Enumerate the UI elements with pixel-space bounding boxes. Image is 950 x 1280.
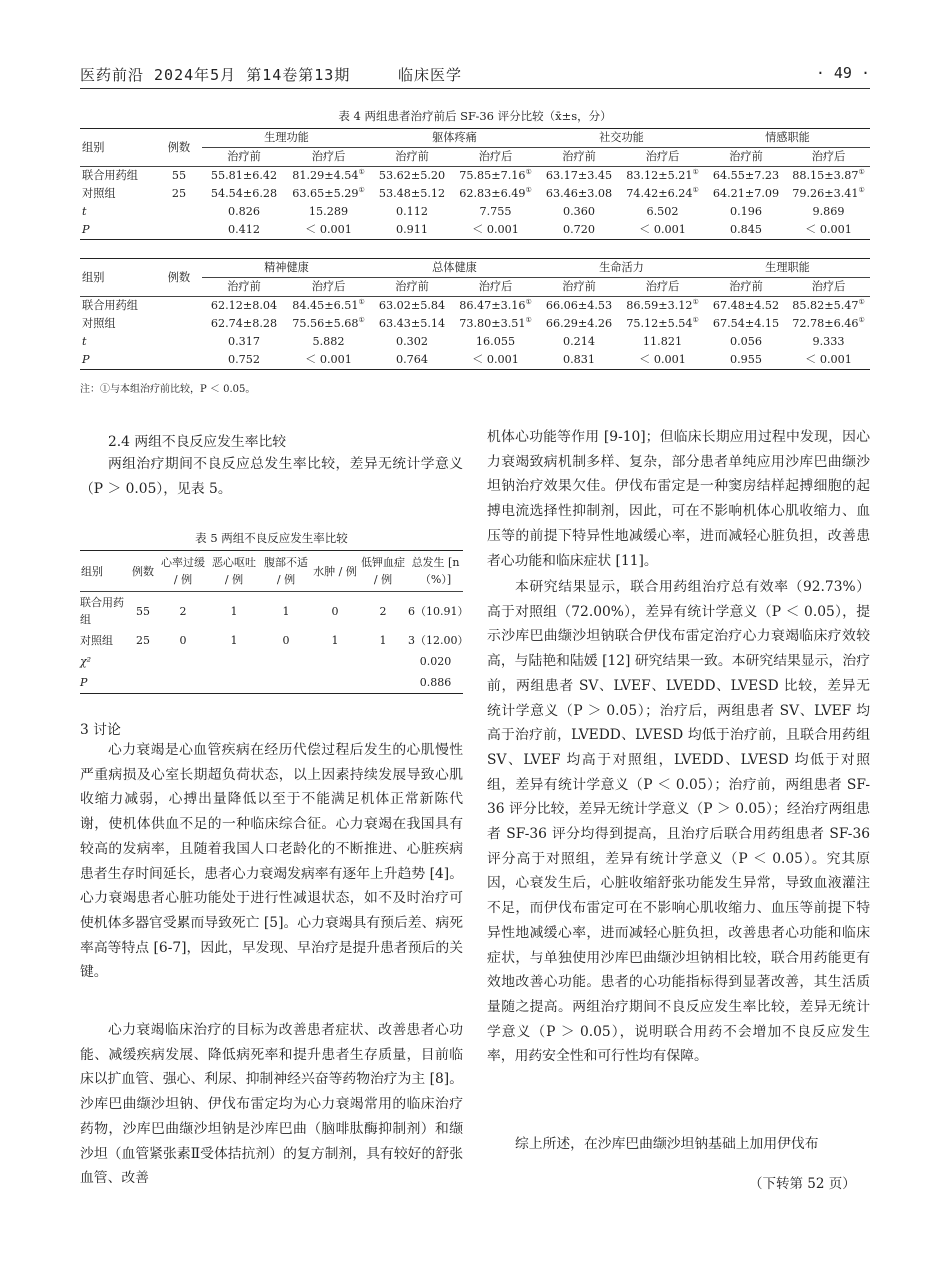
cell-value: 15.289: [308, 205, 349, 218]
row-group: t: [82, 335, 87, 348]
cell-value: 54.54±6.28: [210, 187, 278, 200]
cell-value: 85.82±5.47: [792, 299, 859, 312]
cell-value: 84.45±6.51: [292, 299, 359, 312]
table-cell: [453, 203, 538, 221]
cell-value: 0.845: [729, 223, 763, 236]
table-row: [80, 221, 870, 240]
table-cell: [453, 297, 538, 316]
table-cell: [202, 297, 286, 316]
table-row: [80, 672, 463, 694]
cell-value: 0.764: [395, 353, 429, 366]
cell-value: 63.43±5.14: [378, 317, 446, 330]
discussion-paragraph-2: 心力衰竭临床治疗的目标为改善患者症状、改善患者心功能、减缓疾病发展、降低病死率和提升患者生存质量，目前临床以扩血管、强心、利尿、抑制神经兴奋等药物治疗为主 [8]。沙库巴曲缬沙坦钠、伊伐布雷定均为心力衰竭常用的临床治疗药物，沙库巴曲缬沙坦钠是沙库巴曲（脑啡肽酶抑制剂）和缬沙坦（血管紧张素Ⅱ受体拮抗剂）的复方制剂，具有较好的舒张血管、改善: [80, 1022, 463, 1187]
table-cell: 0: [179, 634, 187, 647]
column-header: 低钾血症 / 例: [358, 551, 408, 592]
table-cell: [202, 315, 286, 333]
before-header: 治疗前: [371, 148, 453, 167]
cell-value: 55.81±6.42: [210, 169, 278, 182]
table5: [80, 550, 469, 694]
page-number: · 49 ·: [815, 64, 870, 82]
cell-value: 63.65±5.29: [292, 187, 359, 200]
table-cell: [538, 351, 620, 370]
table5-header-row: [80, 551, 463, 592]
row-cases: [156, 203, 202, 221]
cell-value: 86.59±3.12: [626, 299, 693, 312]
cell-value: 0.302: [395, 335, 429, 348]
table-cell: [705, 351, 787, 370]
significance-marker: ①: [858, 316, 865, 324]
table-cell: [371, 203, 453, 221]
cell-value: 53.48±5.12: [378, 187, 446, 200]
before-header: 治疗前: [202, 278, 286, 297]
cell-value: 0.826: [227, 205, 261, 218]
table-cell: [453, 351, 538, 370]
table-cell: 1: [230, 604, 238, 618]
cell-value: 53.62±5.20: [378, 169, 446, 182]
table-cell: [787, 351, 870, 370]
cell-value: 0.911: [395, 223, 429, 236]
discussion-paragraph-2-continued: 机体心功能等作用 [9-10]；但临床长期应用过程中发现，因心力衰竭致病机制多样、复杂，部分患者单纯应用沙库巴曲缬沙坦钠治疗效果欠佳。伊伐布雷定是一种窦房结样起搏细胞的起搏电流选择性抑制剂，因此，可在不影响机体心肌收缩力、血压等的前提下特异性地减缓心率，进而减轻心脏负担，改善患者心功能和临床症状 [11]。: [487, 429, 870, 569]
section-2-4-text: 两组治疗期间不良反应总发生率比较，差异无统计学意义（P ＞ 0.05），见表 5。: [80, 456, 463, 497]
table-cell: [286, 297, 371, 316]
table-cell: [371, 333, 453, 351]
before-header: 治疗前: [538, 278, 620, 297]
row-group: 联合用药组: [82, 169, 138, 182]
row-group: t: [82, 205, 87, 218]
significance-marker: ①: [525, 298, 532, 306]
domain-header: 情感职能: [705, 129, 870, 148]
domain-header: 生理职能: [705, 259, 870, 278]
cell-value: 16.055: [475, 335, 516, 348]
section-name: 临床医学: [398, 66, 463, 84]
table-cell: [128, 651, 158, 672]
column-header: 水肿 / 例: [312, 551, 358, 592]
after-header: 治疗后: [787, 278, 870, 297]
domain-header: 总体健康: [371, 259, 538, 278]
cell-value: 0.955: [729, 353, 763, 366]
table-cell: [453, 185, 538, 203]
table-row: [80, 630, 463, 651]
cell-value: ＜ 0.001: [305, 223, 352, 236]
table-cell: [371, 185, 453, 203]
table-cell: P: [80, 672, 128, 694]
cell-value: 0.317: [227, 335, 261, 348]
table-cell: [620, 221, 705, 240]
table-cell: [371, 221, 453, 240]
table-cell: [260, 672, 312, 694]
column-header: 腹部不适 / 例: [260, 551, 312, 592]
table-cell: 55: [136, 604, 150, 618]
table-cell: [453, 333, 538, 351]
table-cell: [705, 167, 787, 186]
cell-value: ＜ 0.001: [805, 353, 852, 366]
table-cell: [705, 315, 787, 333]
row-cases: [156, 333, 202, 351]
table-row: [80, 185, 870, 203]
cell-value: 75.85±7.16: [459, 169, 526, 182]
significance-marker: ①: [358, 186, 365, 194]
table-cell: χ²: [80, 655, 92, 668]
table-row: [80, 651, 463, 672]
cell-value: 64.21±7.09: [712, 187, 780, 200]
significance-marker: ①: [692, 298, 699, 306]
table-row: [80, 351, 870, 370]
cell-value: 0.360: [562, 205, 596, 218]
cell-value: 74.42±6.24: [626, 187, 693, 200]
table-cell: [538, 297, 620, 316]
table-row: [80, 315, 870, 333]
table-cell: [371, 297, 453, 316]
table-cell: [371, 315, 453, 333]
cell-value: 9.869: [812, 205, 845, 218]
table-cell: 0: [282, 634, 290, 647]
table-cell: [705, 297, 787, 316]
cell-value: 0.056: [729, 335, 763, 348]
cell-value: 63.02±5.84: [378, 299, 446, 312]
table-cell: [312, 651, 358, 672]
table-cell: [620, 333, 705, 351]
table-cell: [286, 333, 371, 351]
cell-value: 81.29±4.54: [292, 169, 359, 182]
table-cell: [202, 333, 286, 351]
col-cases-header: 例数: [156, 259, 202, 297]
table-cell: 1: [282, 604, 290, 618]
section-2-4-title: 2.4 两组不良反应发生率比较: [108, 434, 287, 450]
cell-value: 0.720: [562, 223, 596, 236]
significance-marker: ①: [358, 316, 365, 324]
table-cell: [286, 315, 371, 333]
table-cell: [260, 651, 312, 672]
table-cell: [705, 203, 787, 221]
cell-value: ＜ 0.001: [639, 353, 686, 366]
table4-part2: [80, 258, 870, 370]
table4-part1: [80, 128, 870, 240]
cell-value: 0.196: [729, 205, 763, 218]
before-header: 治疗前: [705, 278, 787, 297]
table-cell: [787, 221, 870, 240]
table-cell: [208, 672, 260, 694]
table-cell: 2: [379, 604, 387, 618]
domain-header: 躯体疼痛: [371, 129, 538, 148]
cell-value: 0.412: [227, 223, 261, 236]
cell-value: 9.333: [812, 335, 845, 348]
table-cell: 25: [136, 634, 150, 647]
table-cell: 1: [379, 634, 387, 647]
row-cases: 25: [171, 187, 187, 200]
table-cell: [286, 203, 371, 221]
continued-note: （下转第 52 页）: [749, 1176, 856, 1192]
table-cell: [202, 351, 286, 370]
table-cell: [705, 221, 787, 240]
table-cell: 1: [331, 634, 339, 647]
before-header: 治疗前: [371, 278, 453, 297]
cell-value: 75.56±5.68: [292, 317, 359, 330]
significance-marker: ①: [525, 316, 532, 324]
cell-value: 6.502: [646, 205, 679, 218]
table-cell: [787, 297, 870, 316]
cell-value: ＜ 0.001: [305, 353, 352, 366]
after-header: 治疗后: [286, 148, 371, 167]
cell-value: ＜ 0.001: [639, 223, 686, 236]
table-cell: [538, 167, 620, 186]
domain-header: 精神健康: [202, 259, 371, 278]
significance-marker: ①: [358, 168, 365, 176]
cell-value: 7.755: [479, 205, 512, 218]
table-cell: [620, 297, 705, 316]
table-cell: [453, 167, 538, 186]
table-cell: [202, 167, 286, 186]
after-header: 治疗后: [620, 278, 705, 297]
cell-value: 63.46±3.08: [545, 187, 613, 200]
table-cell: [358, 651, 408, 672]
discussion-paragraph-3: 本研究结果显示，联合用药组治疗总有效率（92.73%）高于对照组（72.00%），差异有统计学意义（P ＜ 0.05），提示沙库巴曲缬沙坦钠联合伊伐布雷定治疗心力衰竭临床疗效较高，与陆艳和陆媛 [12] 研究结果一致。本研究结果显示，治疗前，两组患者 SV、LVEF、LVEDD、LVESD 比较，差异无统计学意义（P ＞ 0.05）；治疗后，两组患者 SV、LVEF 均高于治疗前，LVEDD、LVESD 均低于治疗前，且联合用药组 SV、LVEF 均高于对照组，LVEDD、LVESD 均低于对照组，差异有统计学意义（P ＜ 0.05）；治疗前，两组患者 SF-36 评分比较，差异无统计学意义（P ＞ 0.05）；经治疗两组患者 SF-36 评分均得到提高，且治疗后联合用药组患者 SF-36 评分高于对照组，差异有统计学意义（P ＜ 0.05）。究其原因，心衰发生后，心脏收缩舒张功能发生异常，导致血液灌注不足，而伊伐布雷定可在不影响心肌收缩力、血压等前提下特异性地减缓心率，进而减轻心脏负担，改善患者心功能和临床症状，与单独使用沙库巴曲缬沙坦钠相比较，联合用药能更有效地改善心功能。患者的心功能指标得到显著改善，其生活质量随之提高。两组治疗期间不良反应发生率比较，差异无统计学意义（P ＞ 0.05），说明联合用药不会增加不良反应发生率，用药安全性和可行性均有保障。: [487, 579, 870, 1065]
table-cell: [538, 185, 620, 203]
table-cell: [787, 315, 870, 333]
cell-value: 66.29±4.26: [545, 317, 613, 330]
cell-value: 11.821: [642, 335, 683, 348]
after-header: 治疗后: [286, 278, 371, 297]
table-cell: [620, 203, 705, 221]
table-row: [80, 333, 870, 351]
table-cell: [787, 203, 870, 221]
cell-value: 72.78±6.46: [792, 317, 859, 330]
cell-value: 0.831: [562, 353, 596, 366]
row-group: P: [80, 221, 156, 240]
cell-value: 62.12±8.04: [210, 299, 278, 312]
table4-caption: 表 4 两组患者治疗前后 SF-36 评分比较（x̄±s，分）: [338, 109, 612, 123]
table-cell: [787, 333, 870, 351]
cell-value: 67.54±4.15: [712, 317, 780, 330]
column-header: 例数: [128, 551, 158, 592]
cell-value: 88.15±3.87: [792, 169, 859, 182]
table-cell: [202, 203, 286, 221]
table-row: [80, 203, 870, 221]
significance-marker: ①: [525, 186, 532, 194]
before-header: 治疗前: [705, 148, 787, 167]
cell-value: 64.55±7.23: [712, 169, 780, 182]
cell-value: 83.12±5.21: [626, 169, 693, 182]
table-cell: 0.886: [408, 672, 463, 694]
after-header: 治疗后: [453, 148, 538, 167]
cell-value: 0.214: [562, 335, 596, 348]
table-row: [80, 297, 870, 316]
significance-marker: ①: [692, 316, 699, 324]
table-cell: 2: [179, 604, 187, 618]
table-cell: [286, 185, 371, 203]
discussion-paragraph-1: 心力衰竭是心血管疾病在经历代偿过程后发生的心肌慢性严重病损及心室长期超负荷状态，以上因素持续发展导致心肌收缩力减弱，心搏出量降低以至于不能满足机体正常新陈代谢，使机体供血不足的一种临床综合征。心力衰竭在我国具有较高的发病率，且随着我国人口老龄化的不断推进、心脏疾病患者生存时间延长，患者心力衰竭发病率有逐年上升趋势 [4]。心力衰竭患者心脏功能处于进行性减退状态，如不及时治疗可使机体多器官受累而导致死亡 [5]。心力衰竭具有预后差、病死率高等特点 [6-7]，因此，早发现、早治疗是提升患者预后的关键。: [80, 742, 463, 981]
col-cases-header: 例数: [156, 129, 202, 167]
table-cell: [128, 672, 158, 694]
table-cell: [620, 185, 705, 203]
column-header: 恶心呕吐 / 例: [208, 551, 260, 592]
table4-header-row: [80, 259, 870, 278]
table-cell: [705, 333, 787, 351]
domain-header: 社交功能: [538, 129, 705, 148]
table-cell: 0.020: [419, 655, 452, 668]
table-cell: [538, 203, 620, 221]
table5-caption: 表 5 两组不良反应发生率比较: [195, 531, 348, 545]
table-cell: [538, 221, 620, 240]
cell-value: 79.26±3.41: [792, 187, 859, 200]
table-cell: [371, 351, 453, 370]
significance-marker: ①: [858, 298, 865, 306]
before-header: 治疗前: [538, 148, 620, 167]
row-cases: [156, 297, 202, 316]
table-cell: [453, 315, 538, 333]
significance-marker: ①: [858, 168, 865, 176]
domain-header: 生命活力: [538, 259, 705, 278]
table-cell: 联合用药组: [80, 596, 124, 626]
table-cell: [312, 672, 358, 694]
domain-header: 生理功能: [202, 129, 371, 148]
row-group: P: [80, 351, 156, 370]
significance-marker: ①: [858, 186, 865, 194]
table-cell: [202, 221, 286, 240]
table-cell: [620, 351, 705, 370]
cell-value: 0.112: [395, 205, 429, 218]
row-group: 对照组: [82, 187, 116, 200]
cell-value: 67.48±4.52: [712, 299, 780, 312]
table-cell: [158, 651, 208, 672]
table-cell: 对照组: [80, 634, 113, 647]
cell-value: ＜ 0.001: [805, 223, 852, 236]
table-cell: [358, 672, 408, 694]
row-cases: [156, 351, 202, 370]
cell-value: 62.83±6.49: [459, 187, 526, 200]
table-cell: [286, 167, 371, 186]
cell-value: 75.12±5.54: [626, 317, 693, 330]
table4-header-row: [80, 129, 870, 148]
significance-marker: ①: [692, 168, 699, 176]
row-cases: [156, 315, 202, 333]
running-header: [80, 62, 870, 89]
table-cell: [620, 315, 705, 333]
significance-marker: ①: [525, 168, 532, 176]
cell-value: 0.752: [227, 353, 261, 366]
cell-value: 62.74±8.28: [210, 317, 278, 330]
table-cell: [787, 167, 870, 186]
before-header: 治疗前: [202, 148, 286, 167]
table-cell: 6（10.91）: [408, 604, 469, 618]
table-cell: [538, 315, 620, 333]
significance-marker: ①: [692, 186, 699, 194]
table-cell: [787, 185, 870, 203]
column-header: 组别: [80, 551, 128, 592]
row-cases: 55: [171, 169, 187, 182]
table4-note: 注：①与本组治疗前比较，P ＜ 0.05。: [80, 384, 256, 395]
table-cell: [453, 221, 538, 240]
cell-value: 86.47±3.16: [459, 299, 526, 312]
table-row: [80, 167, 870, 186]
row-group: 对照组: [82, 317, 116, 330]
table-cell: [208, 651, 260, 672]
after-header: 治疗后: [620, 148, 705, 167]
section-3-title: 3 讨论: [80, 722, 121, 738]
table-cell: [158, 672, 208, 694]
table-cell: 1: [230, 634, 238, 647]
table-cell: [286, 351, 371, 370]
table-cell: [620, 167, 705, 186]
after-header: 治疗后: [453, 278, 538, 297]
table-cell: [538, 333, 620, 351]
column-header: 心率过缓 / 例: [158, 551, 208, 592]
table-cell: [371, 167, 453, 186]
significance-marker: ①: [358, 298, 365, 306]
table-cell: 0: [331, 604, 339, 618]
table-cell: [202, 185, 286, 203]
discussion-paragraph-4: 综上所述，在沙库巴曲缬沙坦钠基础上加用伊伐布: [515, 1136, 819, 1152]
row-cases: [156, 221, 202, 240]
table-cell: 3（12.00）: [408, 634, 469, 647]
table-row: [80, 592, 463, 631]
cell-value: 73.80±3.51: [459, 317, 526, 330]
col-group-header: 组别: [80, 259, 156, 297]
cell-value: ＜ 0.001: [472, 353, 519, 366]
cell-value: 5.882: [312, 335, 345, 348]
cell-value: 66.06±4.53: [545, 299, 613, 312]
journal-info: 医药前沿 2024年5月 第14卷第13期: [80, 66, 351, 84]
table-cell: [705, 185, 787, 203]
after-header: 治疗后: [787, 148, 870, 167]
column-header: 总发生 [n（%）]: [408, 551, 463, 592]
cell-value: ＜ 0.001: [472, 223, 519, 236]
table-cell: [286, 221, 371, 240]
row-group: 联合用药组: [82, 299, 138, 312]
cell-value: 63.17±3.45: [545, 169, 613, 182]
col-group-header: 组别: [80, 129, 156, 167]
